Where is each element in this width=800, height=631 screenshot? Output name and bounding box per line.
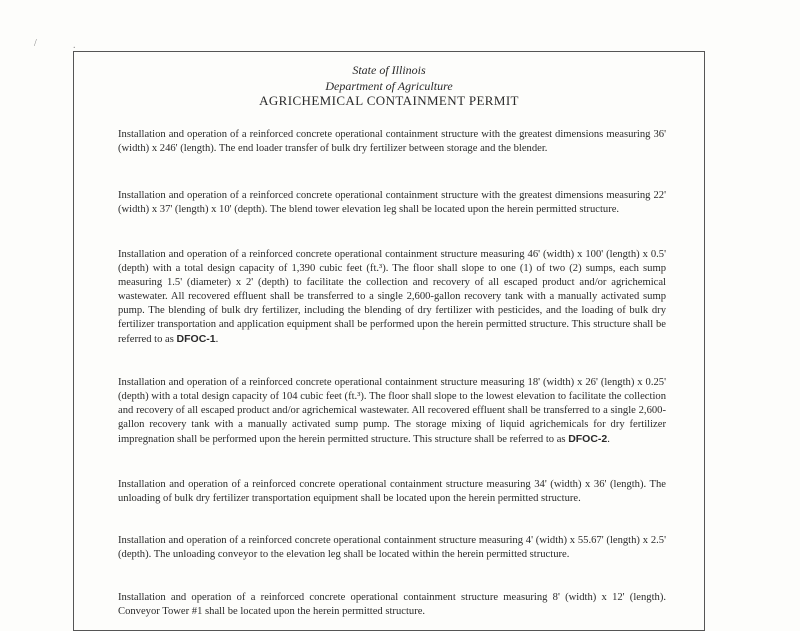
- structure-code: DFOC-2: [568, 433, 608, 445]
- state-heading: State of Illinois: [352, 63, 426, 77]
- paragraph-text: Installation and operation of a reinforced concrete operational containment structure measuring 34' (width) x 36' (length). The unloading of bulk dry fertilizer transportation equipment shall be located upon the herein permitted structure.: [118, 479, 666, 504]
- stray-mark: .: [73, 40, 76, 51]
- paragraph-suffix: .: [215, 334, 219, 345]
- paragraph-suffix: .: [607, 434, 610, 445]
- paragraph-4: [118, 376, 666, 447]
- paragraph-text: Installation and operation of a reinforced concrete operational containment structure measuring 46' (width) x 100' (length) x 0.5' (depth) with a total design capacity of 1,390 cubic feet (ft.³). The floor shall slope to one (1) of two (2) sumps, each sump measuring 1.5' (diameter) x 2' (depth) to facilitate the collection and recovery of all escaped product and/or agrichemical wastewater. All recovered effluent shall be transferred to a single 2,600-gallon recovery tank with a manually activated sump pump. The blending of bulk dry fertilizer, including the blending of dry fertilizer with pesticides, and the loading of bulk dry fertilizer transportation and application equipment shall be performed upon the herein permitted structure. This structure shall be referred to as: [118, 249, 666, 345]
- structure-code: DFOC-1: [176, 333, 216, 345]
- permit-title: AGRICHEMICAL CONTAINMENT PERMIT: [259, 93, 519, 108]
- paragraph-2: [118, 189, 666, 217]
- paragraph-text: Installation and operation of a reinforced concrete operational containment structure measuring 8' (width) x 12' (length). Conveyor Tower #1 shall be located upon the herein permitted structure.: [118, 592, 666, 617]
- paragraph-text: Installation and operation of a reinforced concrete operational containment structure measuring 18' (width) x 26' (length) x 0.25' (depth) with a total design capacity of 104 cubic feet (ft.³). The floor shall slope to the lowest elevation to facilitate the collection and recovery of all escaped product and/or agrichemical wastewater. All recovered effluent shall be transferred to a single 2,600-gallon recovery tank with a manually activated sump pump. The storage mixing of liquid agrichemicals for dry fertilizer impregnation shall be performed upon the herein permitted structure. This structure shall be referred to as: [118, 377, 666, 445]
- paragraph-text: Installation and operation of a reinforced concrete operational containment structure with the greatest dimensions measuring 36' (width) x 246' (length). The end loader transfer of bulk dry fertilizer between storage and the blender.: [118, 129, 666, 154]
- paragraph-3: [118, 248, 666, 347]
- paragraph-1: [118, 128, 666, 156]
- paragraph-7: [118, 591, 666, 619]
- paragraph-text: Installation and operation of a reinforced concrete operational containment structure measuring 4' (width) x 55.67' (length) x 2.5' (depth). The unloading conveyor to the elevation leg shall be located within the herein permitted structure.: [118, 535, 666, 560]
- department-heading: Department of Agriculture: [325, 79, 453, 93]
- paragraph-5: [118, 478, 666, 506]
- paragraph-6: [118, 534, 666, 562]
- stray-mark: /: [34, 38, 37, 49]
- paragraph-text: Installation and operation of a reinforced concrete operational containment structure with the greatest dimensions measuring 22' (width) x 37' (length) x 10' (depth). The blend tower elevation leg shall be located upon the herein permitted structure.: [118, 190, 666, 215]
